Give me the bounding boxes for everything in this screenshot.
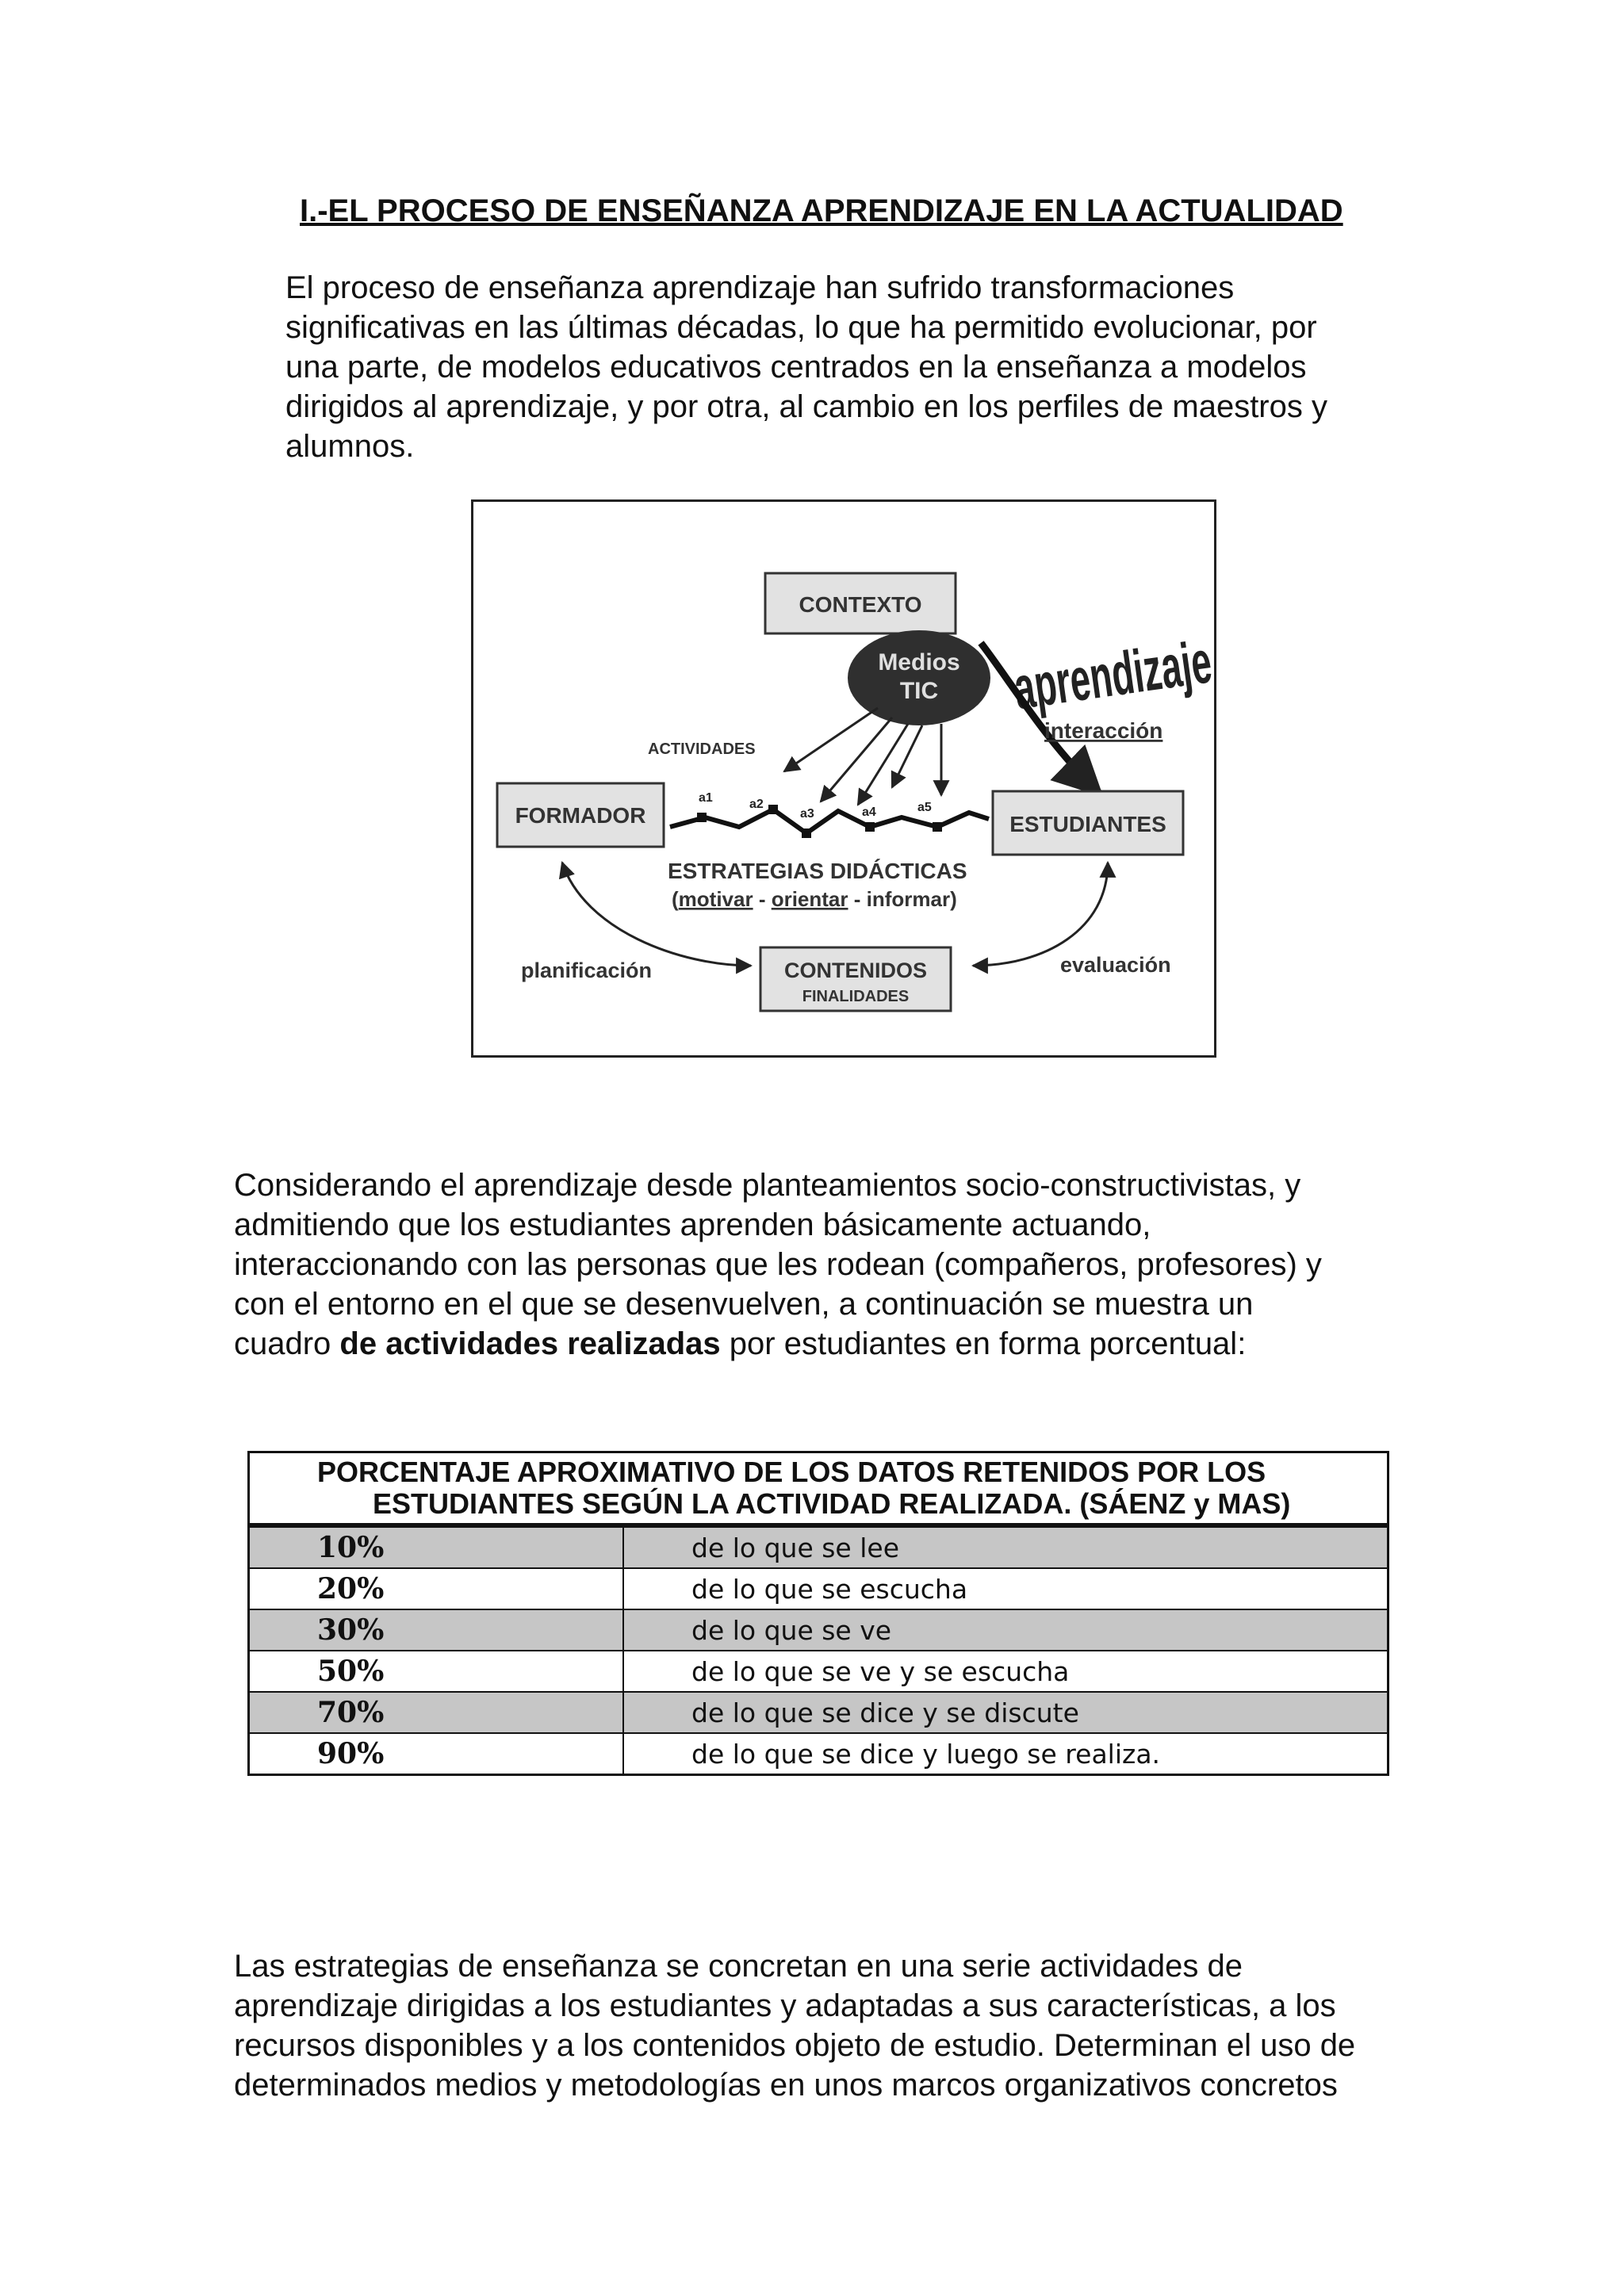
table-row xyxy=(249,1651,1388,1692)
description-cell: de lo que se ve xyxy=(623,1609,1388,1651)
activity-node xyxy=(802,828,811,838)
orientar-label: orientar xyxy=(771,887,848,911)
text-run: por estudiantes en forma porcentual: xyxy=(720,1326,1247,1361)
text-line: con el entorno en el que se desenvuelven, a continuación se muestra un xyxy=(234,1287,1254,1322)
text-line: una parte, de modelos educativos centrados en la enseñanza a modelos xyxy=(285,350,1307,385)
text-line: recursos disponibles y a los contenidos objeto de estudio. Determinan el uso de xyxy=(234,2028,1356,2063)
activity-label: a4 xyxy=(862,806,876,819)
bold-text-run: de actividades realizadas xyxy=(339,1326,721,1361)
text-line: admitiendo que los estudiantes aprenden básicamente actuando, xyxy=(234,1207,1151,1242)
text-line: aprendizaje dirigidas a los estudiantes y adaptadas a sus características, a los xyxy=(234,1988,1336,2023)
table-row xyxy=(249,1692,1388,1733)
activity-label: a3 xyxy=(800,807,814,821)
description-cell: de lo que se dice y luego se realiza. xyxy=(623,1733,1388,1775)
text-line: alumnos. xyxy=(285,429,415,464)
finalidades-label: FINALIDADES xyxy=(802,988,910,1005)
planificacion-label: planificación xyxy=(521,959,653,982)
activity-label: a2 xyxy=(749,798,764,811)
contenidos-label: CONTENIDOS xyxy=(783,959,928,982)
estrategias-label: ESTRATEGIAS DIDÁCTICAS xyxy=(668,859,967,883)
tic-arrow xyxy=(784,708,878,771)
activity-label: a1 xyxy=(699,791,713,805)
activity-node xyxy=(865,822,875,832)
header-line: PORCENTAJE APROXIMATIVO DE LOS DATOS RETENIDOS POR LOS xyxy=(317,1456,1266,1488)
table-header xyxy=(249,1452,1388,1526)
table-row xyxy=(249,1525,1388,1568)
percentage-cell: 30% xyxy=(249,1609,624,1651)
tic-label: TIC xyxy=(899,678,939,704)
tic-arrow xyxy=(858,724,908,805)
page-title: I.-EL PROCESO DE ENSEÑANZA APRENDIZAJE EN LA ACTUALIDAD xyxy=(300,193,1343,228)
text-line xyxy=(234,1324,1408,1364)
formador-label: FORMADOR xyxy=(515,803,646,828)
table-header-row xyxy=(249,1452,1388,1526)
estrategias-subtitle: (motivar - orientar - informar) xyxy=(672,887,957,911)
teaching-learning-diagram xyxy=(471,499,1348,1058)
evaluacion-label: evaluación xyxy=(1060,953,1171,977)
tic-arrow xyxy=(821,718,892,802)
estudiantes-label: ESTUDIANTES xyxy=(1009,812,1166,836)
percentage-cell: 70% xyxy=(249,1692,624,1733)
text-line: El proceso de enseñanza aprendizaje han sufrido transformaciones xyxy=(285,270,1235,305)
intro-paragraph xyxy=(285,268,1411,466)
aprendizaje-word: aprendizaje xyxy=(1009,609,1348,723)
interaccion-label: interacción xyxy=(1044,718,1163,743)
table-row xyxy=(249,1733,1388,1775)
text-line: dirigidos al aprendizaje, y por otra, al cambio en los perfiles de maestros y xyxy=(285,389,1327,424)
percentage-cell: 90% xyxy=(249,1733,624,1775)
percentage-cell: 10% xyxy=(249,1525,624,1568)
actividades-label: ACTIVIDADES xyxy=(648,740,756,758)
activity-node xyxy=(933,822,942,832)
activity-label: a5 xyxy=(917,801,932,814)
table-row xyxy=(249,1568,1388,1609)
motivar-label: motivar xyxy=(678,887,753,911)
text-line: interaccionando con las personas que les rodean (compañeros, profesores) y xyxy=(234,1247,1322,1282)
evaluacion-arrow xyxy=(973,863,1108,966)
tic-arrow xyxy=(892,725,922,787)
percentage-cell: 50% xyxy=(249,1651,624,1692)
contexto-label: CONTEXTO xyxy=(799,592,922,617)
text-line: significativas en las últimas décadas, lo que ha permitido evolucionar, por xyxy=(285,310,1317,345)
percentage-cell: 20% xyxy=(249,1568,624,1609)
text-line: Las estrategias de enseñanza se concretan en una serie actividades de xyxy=(234,1949,1243,1984)
activity-node xyxy=(768,805,778,814)
text-line: Considerando el aprendizaje desde planteamientos socio-constructivistas, y xyxy=(234,1168,1301,1203)
text-line: determinados medios y metodologías en unos marcos organizativos concretos xyxy=(234,2068,1338,2103)
table-row xyxy=(249,1609,1388,1651)
informar-label: informar xyxy=(866,887,951,911)
strategies-paragraph xyxy=(234,1946,1415,2105)
header-line: ESTUDIANTES SEGÚN LA ACTIVIDAD REALIZADA. (SÁENZ y MAS) xyxy=(373,1487,1291,1520)
description-cell: de lo que se lee xyxy=(623,1525,1388,1568)
medios-label: Medios xyxy=(878,649,960,675)
text-run: cuadro xyxy=(234,1326,340,1361)
description-cell: de lo que se escucha xyxy=(623,1568,1388,1609)
description-cell: de lo que se dice y se discute xyxy=(623,1692,1388,1733)
activity-node xyxy=(697,813,707,822)
retention-table xyxy=(247,1451,1389,1776)
context-paragraph xyxy=(234,1165,1408,1364)
description-cell: de lo que se ve y se escucha xyxy=(623,1651,1388,1692)
